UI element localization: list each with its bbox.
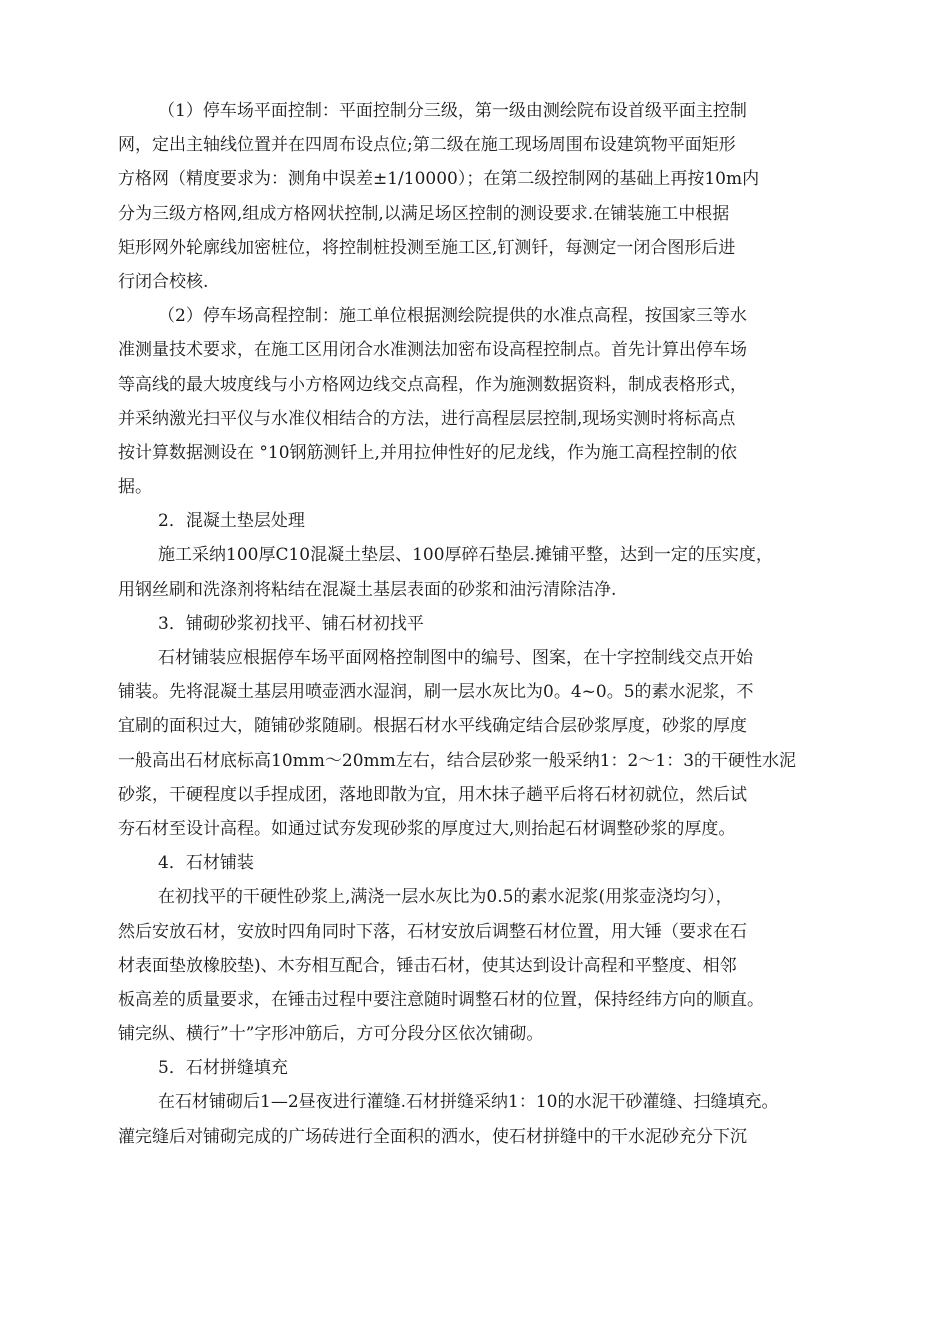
- paragraph-line: 夯石材至设计高程。如通过试夯发现砂浆的厚度过大,则抬起石材调整砂浆的厚度。: [118, 818, 736, 839]
- paragraph-line: 砂浆，干硬程度以手捏成团，落地即散为宜，用木抹子趟平后将石材初就位，然后试: [118, 784, 747, 805]
- paragraph-line: 一般高出石材底标高10mm～20mm左右，结合层砂浆一般采纳1：2～1：3的干硬性水泥: [118, 750, 797, 771]
- paragraph-first-line: （1）停车场平面控制：平面控制分三级，第一级由测绘院布设首级平面主控制: [158, 101, 747, 121]
- paragraph-line: 铺完纵、横行”十”字形冲筋后，方可分段分区依次铺砌。: [118, 1024, 544, 1045]
- paragraph-line: 行闭合校核.: [118, 271, 209, 292]
- paragraph-line: 矩形网外轮廓线加密桩位，将控制桩投测至施工区,钉测钎，每测定一闭合图形后进: [118, 237, 736, 258]
- paragraph-first-line: （2）停车场高程控制：施工单位根据测绘院提供的水准点高程，按国家三等水: [158, 306, 747, 327]
- paragraph-line: 用钢丝刷和洗涤剂将粘结在混凝土基层表面的砂浆和油污清除洁净.: [118, 579, 617, 600]
- paragraph-line: 准测量技术要求，在施工区用闭合水准测法加密布设高程控制点。首先计算出停车场: [118, 340, 747, 361]
- paragraph-line: 网，定出主轴线位置并在四周布设点位;第二级在施工现场周围布设建筑物平面矩形: [118, 135, 736, 156]
- paragraph-line: 并采纳激光扫平仪与水准仪相结合的方法，进行高程层层控制,现场实测时将标高点: [118, 408, 736, 429]
- paragraph-first-line: 2．混凝土垫层处理: [158, 511, 305, 532]
- paragraph-line: 灌完缝后对铺砌完成的广场砖进行全面积的洒水，使石材拼缝中的干水泥砂充分下沉: [118, 1126, 747, 1147]
- paragraph-line: 板高差的质量要求，在锤击过程中要注意随时调整石材的位置，保持经纬方向的顺直。: [118, 989, 764, 1010]
- document-body: [118, 94, 830, 1154]
- paragraph-line: 按计算数据测设在 °10钢筋测钎上,并用拉伸性好的尼龙线，作为施工高程控制的依: [118, 442, 737, 463]
- paragraph-line: 铺装。先将混凝土基层用喷壶洒水湿润，刷一层水灰比为0。4~0。5的素水泥浆，不: [118, 682, 754, 703]
- paragraph-line: 分为三级方格网,组成方格网状控制,以满足场区控制的测设要求.在铺装施工中根据: [118, 203, 730, 224]
- paragraph-first-line: 5．石材拼缝填充: [158, 1058, 288, 1079]
- paragraph-first-line: 在初找平的干硬性砂浆上,满浇一层水灰比为0.5的素水泥浆(用浆壶浇均匀），: [158, 887, 733, 908]
- paragraph-line: 宜刷的面积过大，随铺砂浆随刷。根据石材水平线确定结合层砂浆厚度，砂浆的厚度: [118, 716, 747, 737]
- paragraph-line: 等高线的最大坡度线与小方格网边线交点高程，作为施测数据资料，制成表格形式，: [118, 374, 747, 395]
- paragraph-first-line: 在石材铺砌后1—2昼夜进行灌缝.石材拼缝采纳1：10的水泥干砂灌缝、扫缝填充。: [158, 1092, 779, 1113]
- paragraph-first-line: 石材铺装应根据停车场平面网格控制图中的编号、图案，在十字控制线交点开始: [158, 648, 753, 668]
- paragraph-first-line: 4．石材铺装: [158, 853, 254, 874]
- paragraph-line: 材表面垫放橡胶垫)、木夯相互配合，锤击石材，使其达到设计高程和平整度、相邻: [118, 955, 737, 976]
- paragraph-line: 方格网（精度要求为：测角中误差±1/10000）；在第二级控制网的基础上再按10m内: [118, 169, 760, 190]
- paragraph-line: 然后安放石材，安放时四角同时下落，石材安放后调整石材位置，用大锤（要求在石: [118, 921, 747, 942]
- paragraph-first-line: 3．铺砌砂浆初找平、铺石材初找平: [158, 613, 424, 634]
- paragraph-line: 据。: [118, 477, 152, 498]
- paragraph-first-line: 施工采纳100厚C10混凝土垫层、100厚碎石垫层.摊铺平整，达到一定的压实度，: [158, 545, 773, 566]
